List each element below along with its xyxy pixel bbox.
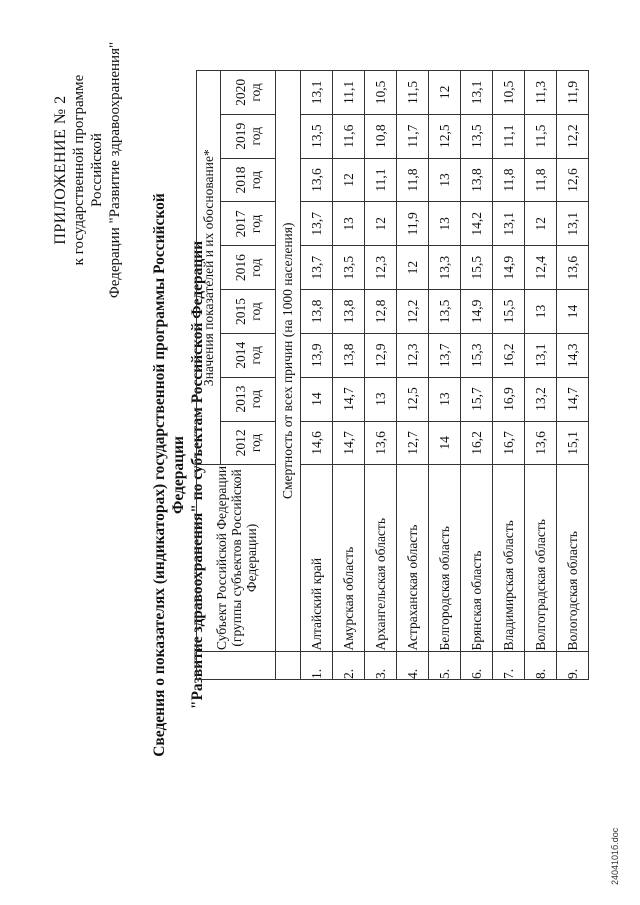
value-cell: 12,5: [429, 114, 461, 158]
value-cell: 11,5: [525, 114, 557, 158]
value-cell: 13,1: [525, 333, 557, 377]
value-cell: 13,2: [525, 377, 557, 421]
indicators-table: [196, 70, 589, 680]
value-cell: 15,1: [557, 421, 589, 465]
row-number: 4.: [397, 651, 429, 679]
value-cell: 14,2: [461, 202, 493, 246]
value-cell: 13,6: [365, 421, 397, 465]
value-cell: 15,5: [493, 290, 525, 334]
value-cell: 11,6: [333, 114, 365, 158]
year-header-2015: [221, 290, 276, 334]
table-row: [557, 71, 589, 680]
year-word: год: [248, 346, 264, 365]
year-word: год: [248, 83, 264, 102]
header-values: Значения показателей и их обоснование*: [197, 71, 221, 465]
year-number: 2014: [233, 341, 249, 369]
row-number: 6.: [461, 651, 493, 679]
value-cell: 12,5: [397, 377, 429, 421]
value-cell: 13: [525, 290, 557, 334]
year-number: 2015: [233, 297, 249, 325]
year-header-2016: [221, 246, 276, 290]
region-name: Архангельская область: [365, 465, 397, 651]
region-name: Амурская область: [333, 465, 365, 651]
year-number: 2013: [233, 385, 249, 413]
value-cell: 16,2: [493, 333, 525, 377]
value-cell: 12: [525, 202, 557, 246]
value-cell: 13,3: [429, 246, 461, 290]
value-cell: 12: [429, 71, 461, 115]
table-row: [397, 71, 429, 680]
value-cell: 12,4: [525, 246, 557, 290]
value-cell: 15,5: [461, 246, 493, 290]
year-number: 2019: [233, 122, 249, 150]
region-name: Астраханская область: [397, 465, 429, 651]
table-row: [333, 71, 365, 680]
value-cell: 11,8: [397, 158, 429, 202]
region-name: Вологодская область: [557, 465, 589, 651]
value-cell: 12: [397, 246, 429, 290]
value-cell: 11,8: [493, 158, 525, 202]
heading-line-1: Сведения о показателях (индикаторах) государственной программы Российской Федерации: [151, 193, 187, 757]
value-cell: 11,8: [525, 158, 557, 202]
value-cell: 11,5: [397, 71, 429, 115]
value-cell: 14,6: [301, 421, 333, 465]
value-cell: 15,3: [461, 333, 493, 377]
value-cell: 13,8: [301, 290, 333, 334]
value-cell: 13,1: [557, 202, 589, 246]
document-code: 2404101б.doc: [610, 827, 620, 885]
value-cell: 13,9: [301, 333, 333, 377]
value-cell: 14,7: [557, 377, 589, 421]
value-cell: 13: [429, 377, 461, 421]
value-cell: 13,5: [301, 114, 333, 158]
value-cell: 13,6: [525, 421, 557, 465]
value-cell: 11,9: [397, 202, 429, 246]
value-cell: 13,5: [461, 114, 493, 158]
value-cell: 12: [333, 158, 365, 202]
row-number: 8.: [525, 651, 557, 679]
value-cell: 16,2: [461, 421, 493, 465]
region-name: Владимирская область: [493, 465, 525, 651]
year-header-2020: [221, 71, 276, 115]
value-cell: 14,9: [461, 290, 493, 334]
header-number: [197, 651, 276, 679]
year-header-2012: [221, 421, 276, 465]
region-name: Алтайский край: [301, 465, 333, 651]
row-number: 9.: [557, 651, 589, 679]
row-number: 2.: [333, 651, 365, 679]
value-cell: 10,8: [365, 114, 397, 158]
year-word: год: [248, 258, 264, 277]
value-cell: 11,3: [525, 71, 557, 115]
value-cell: 16,7: [493, 421, 525, 465]
value-cell: 11,1: [333, 71, 365, 115]
value-cell: 11,1: [365, 158, 397, 202]
value-cell: 11,1: [493, 114, 525, 158]
value-cell: 13,5: [333, 246, 365, 290]
heading-line-2: "Развитие здравоохранения" по субъектам Российской Федерации: [189, 240, 206, 710]
value-cell: 13: [365, 377, 397, 421]
value-cell: 13,7: [301, 202, 333, 246]
value-cell: 15,7: [461, 377, 493, 421]
appendix-block: [52, 40, 124, 300]
row-number: 1.: [301, 651, 333, 679]
table-row: [301, 71, 333, 680]
row-number: 7.: [493, 651, 525, 679]
appendix-line-1: к государственной программе Российской: [71, 74, 105, 266]
appendix-title: ПРИЛОЖЕНИЕ № 2: [52, 95, 69, 245]
row-number: 5.: [429, 651, 461, 679]
value-cell: 12,2: [557, 114, 589, 158]
value-cell: 14: [301, 377, 333, 421]
value-cell: 14,7: [333, 377, 365, 421]
value-cell: 13,7: [429, 333, 461, 377]
region-name: Белгородская область: [429, 465, 461, 651]
table-row: [525, 71, 557, 680]
year-header-2017: [221, 202, 276, 246]
year-header-2013: [221, 377, 276, 421]
year-number: 2020: [233, 78, 249, 106]
value-cell: 12,7: [397, 421, 429, 465]
value-cell: 11,9: [557, 71, 589, 115]
year-number: 2012: [233, 429, 249, 457]
year-word: год: [248, 170, 264, 190]
year-number: 2016: [233, 254, 249, 282]
value-cell: 13,8: [333, 290, 365, 334]
section-title: Смертность от всех причин (на 1000 населения): [276, 71, 301, 652]
value-cell: 16,9: [493, 377, 525, 421]
year-word: год: [248, 127, 264, 146]
year-word: год: [248, 214, 264, 234]
value-cell: 13,7: [301, 246, 333, 290]
value-cell: 13,5: [429, 290, 461, 334]
value-cell: 14,3: [557, 333, 589, 377]
value-cell: 13,6: [301, 158, 333, 202]
value-cell: 12,9: [365, 333, 397, 377]
year-word: год: [248, 389, 264, 409]
value-cell: 12,3: [397, 333, 429, 377]
value-cell: 13,8: [461, 158, 493, 202]
value-cell: 13,1: [301, 71, 333, 115]
year-number: 2018: [233, 166, 249, 194]
year-word: год: [248, 302, 264, 321]
value-cell: 12,8: [365, 290, 397, 334]
value-cell: 11,7: [397, 114, 429, 158]
value-cell: 10,5: [365, 71, 397, 115]
year-word: год: [248, 433, 264, 453]
year-header-2014: [221, 333, 276, 377]
value-cell: 14,7: [333, 421, 365, 465]
value-cell: 12: [365, 202, 397, 246]
table-row: [365, 71, 397, 680]
value-cell: 12,2: [397, 290, 429, 334]
value-cell: 13,1: [461, 71, 493, 115]
value-cell: 13: [429, 158, 461, 202]
year-header-2019: [221, 114, 276, 158]
value-cell: 13,8: [333, 333, 365, 377]
year-number: 2017: [233, 210, 249, 238]
value-cell: 13,1: [493, 202, 525, 246]
value-cell: 13: [429, 202, 461, 246]
value-cell: 14,9: [493, 246, 525, 290]
value-cell: 14: [429, 421, 461, 465]
value-cell: 12,6: [557, 158, 589, 202]
row-number: 3.: [365, 651, 397, 679]
header-subject: Субъект Российской Федерации (группы субъектов Российской Федерации): [197, 465, 276, 651]
value-cell: 13,6: [557, 246, 589, 290]
table-row: [461, 71, 493, 680]
appendix-line-2: Федерации "Развитие здравоохранения": [107, 41, 123, 299]
table-row: [429, 71, 461, 680]
region-name: Волгоградская область: [525, 465, 557, 651]
value-cell: 10,5: [493, 71, 525, 115]
table-row: [493, 71, 525, 680]
year-header-2018: [221, 158, 276, 202]
region-name: Брянская область: [461, 465, 493, 651]
value-cell: 14: [557, 290, 589, 334]
value-cell: 12,3: [365, 246, 397, 290]
value-cell: 13: [333, 202, 365, 246]
